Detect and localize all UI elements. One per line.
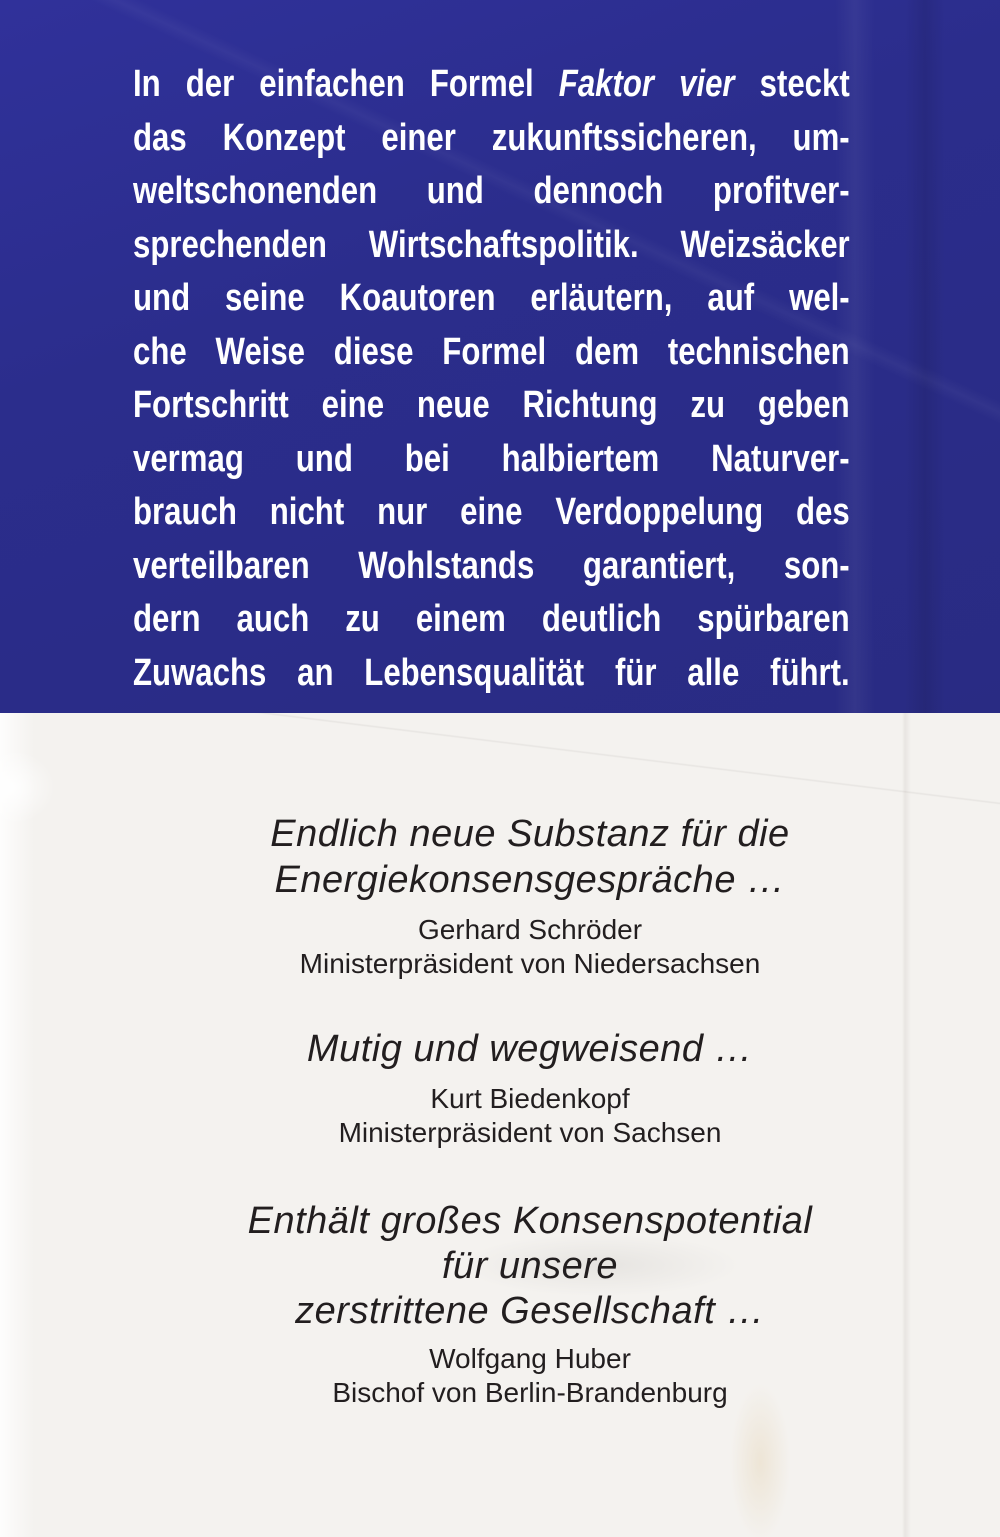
quote-text [40,1026,1000,1072]
blurb-line: dern auch zu einem deutlich spürbaren [133,598,850,640]
quote-text-line: Endlich neue Substanz für die [270,813,790,855]
blurb-line1-italic: Faktor vier [558,63,735,105]
blurb-line: verteilbaren Wohlstands garantiert, son- [133,544,850,587]
quote-author: Gerhard Schröder [417,914,643,945]
quotes-section [0,713,1000,1537]
blurb-line: weltschonenden und dennoch profitver- [133,170,850,212]
blurb-panel [0,0,1000,713]
blurb-line: che Weise diese Formel dem technischen [133,330,850,373]
quote-author: Kurt Biedenkopf [430,1083,630,1114]
blurb-line: das Konzept einer zukunftssicheren, um- [133,116,850,159]
quote-huber [40,1199,1000,1410]
quote-attribution [40,1342,1000,1410]
quote-text-line: zerstrittene Gesellschaft … [295,1290,765,1332]
quote-text-line: Enthält großes Konsenspotential [247,1200,813,1242]
quote-author-role: Ministerpräsident von Sachsen [338,1117,722,1148]
blurb-line1-pre: In der einfachen Formel [133,63,534,105]
blurb-text [133,58,850,700]
quote-text-line: Energiekonsensgespräche … [274,859,786,901]
quote-author: Wolfgang Huber [429,1343,631,1374]
quote-text [40,811,1000,903]
quote-text-line: Mutig und wegweisend … [306,1028,754,1070]
quote-text [40,1199,1000,1334]
blurb-line: und seine Koautoren erläutern, auf wel- [133,277,850,319]
blurb-line: Zuwachs an Lebensqualität für alle führt. [133,651,850,694]
blurb-line: Fortschritt eine neue Richtung zu geben [133,384,850,426]
quote-text-line: für unsere [441,1245,619,1287]
quote-schroeder [40,811,1000,981]
blurb-line: vermag und bei halbiertem Naturver- [133,437,850,480]
quote-attribution [40,1082,1000,1150]
quote-author-role: Ministerpräsident von Niedersachsen [299,948,761,979]
blurb-line: sprechenden Wirtschaftspolitik. Weizsäcker [133,223,850,266]
quote-attribution [40,913,1000,981]
blurb-line1-post: steckt [759,63,850,105]
blurb-line [133,58,850,112]
quote-author-role: Bischof von Berlin-Brandenburg [332,1377,728,1408]
blurb-line: brauch nicht nur eine Verdoppelung des [133,491,850,533]
quote-biedenkopf [40,1026,1000,1150]
